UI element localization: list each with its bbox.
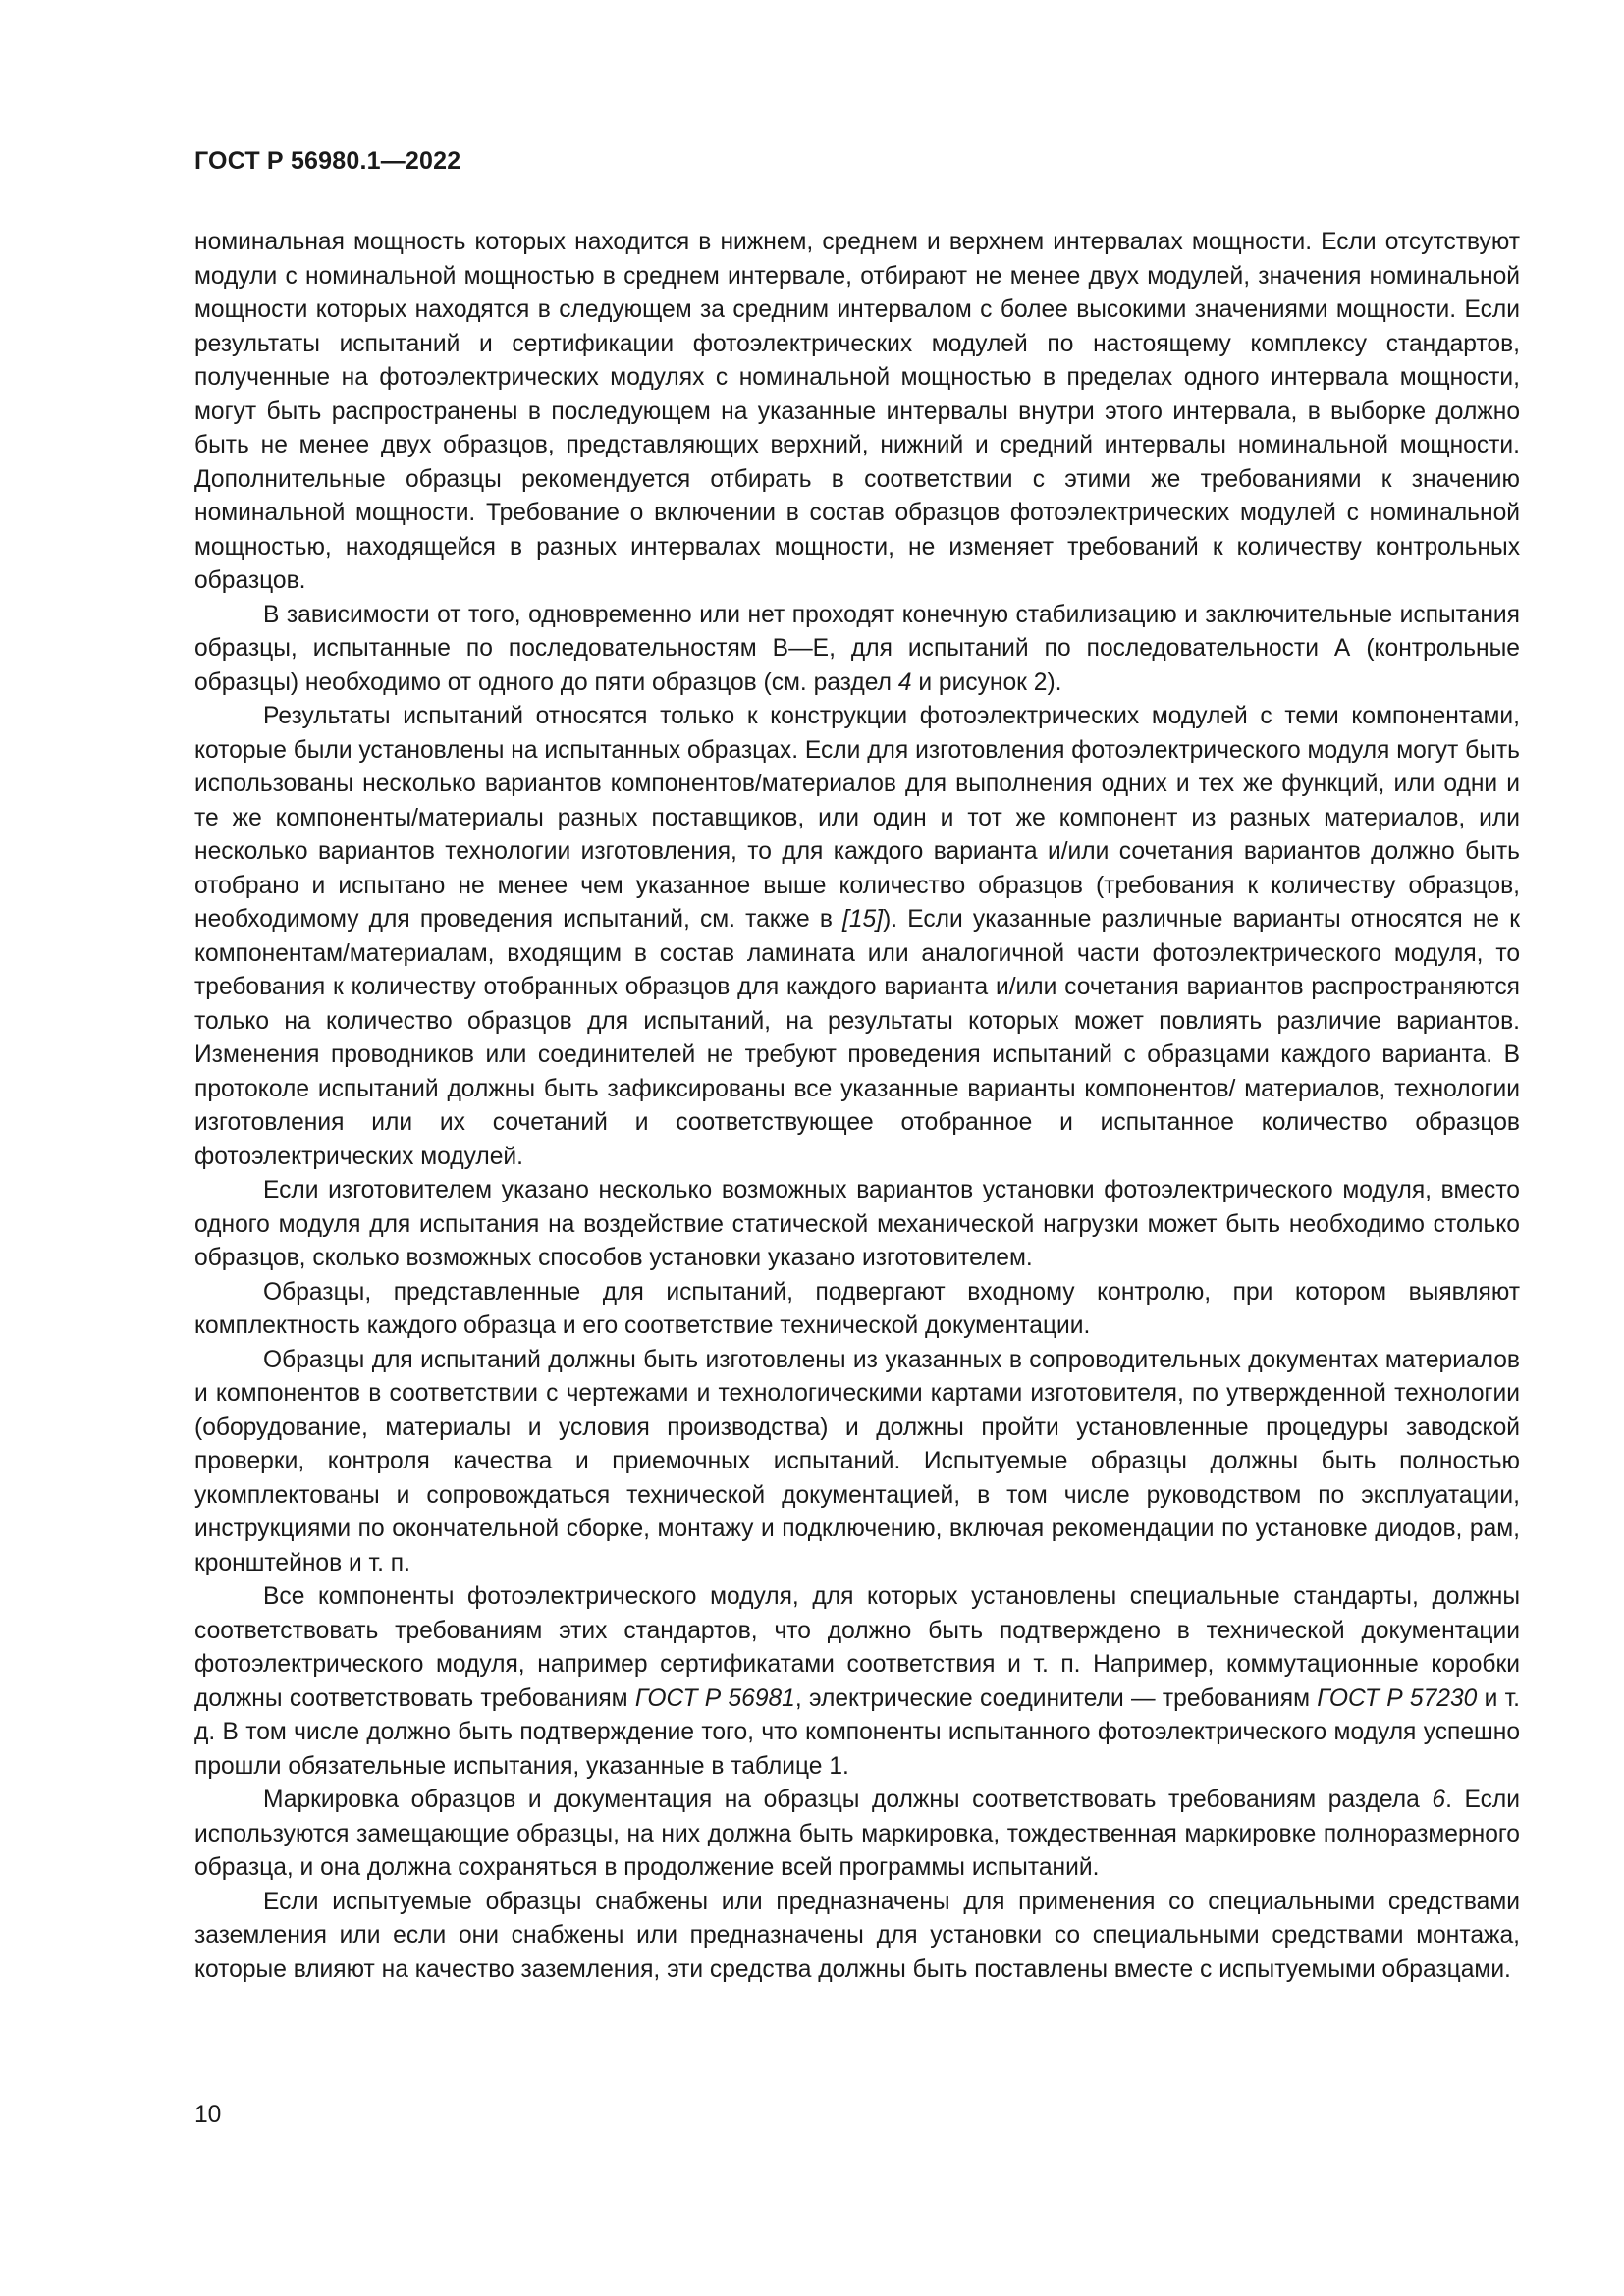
text-run: , электрические соединители — требованиям <box>794 1684 1318 1712</box>
text-run: номинальная мощность которых находится в нижнем, среднем и верхнем интервалах мощности. Если отсутствуют модули с номинальной мощностью в среднем интервале, отбирают не менее двух модулей, значения номинальной мощности которых находятся в следующем за средним интервалом с более высокими значениями мощности. Если результаты испытаний и сертификации фотоэлектрических модулей по настоящему комплексу стандартов, полученные на фотоэлектрических модулях с номинальной мощностью в пределах одного интервала мощности, могут быть распространены в последующем на указанные интервалы внутри этого интервала, в выборке должно быть не менее двух образцов, представляющих верхний, нижний и средний интервалы номинальной мощности. Дополнительные образцы рекомендуется отбирать в соответствии с этими же требованиями к значению номинальной мощности. Требование о включении в состав образцов фотоэлектрических модулей с номинальной мощностью, находящейся в разных интервалах мощности, не изменяет требований к количеству контрольных образцов. <box>194 229 1520 594</box>
text-run: Маркировка образцов и документация на образцы должны соответствовать требованиям раздела <box>263 1787 1433 1813</box>
paragraph-5 <box>194 1276 1520 1344</box>
text-run: Образцы для испытаний должны быть изготовлены из указанных в сопроводительных документах материалов и компонентов в соответствии с чертежами и технологическими картами изготовителя, по утвержденной технологии (оборудование, материалы и условия производства) и должны пройти установленные процедуры заводской проверки, контроля качества и приемочных испытаний. Испытуемые образцы должны быть полностью укомплектованы и сопровождаться технической документацией, в том числе руководством по эксплуатации, инструкциями по окончательной сборке, монтажу и подключению, включая рекомендации по установке диодов, рам, кронштейнов и т. п. <box>194 1346 1520 1576</box>
paragraph-2 <box>194 599 1520 701</box>
page-number: 10 <box>194 2102 222 2128</box>
text-run: Результаты испытаний относятся только к конструкции фотоэлектрических модулей с теми компонентами, которые были установлены на испытанных образцах. Если для изготовления фотоэлектрического модуля могут быть использованы несколько вариантов компонентов/материалов для выполнения одних и тех же функций, или одни и те же компоненты/материалы разных поставщиков, или один и тот же компонент из разных материалов, или несколько вариантов технологии изготовления, то для каждого варианта и/или сочетания вариантов должно быть отобрано и испытано не менее чем указанное выше количество образцов (требования к количеству образцов, необходимому для проведения испытаний, см. также в <box>194 703 1520 933</box>
paragraph-8 <box>194 1784 1520 1886</box>
document-body <box>194 226 1520 1987</box>
text-run: Если испытуемые образцы снабжены или предназначены для применения со специальными средствами заземления или если они снабжены или предназначены для установки со специальными средствами монтажа, которые влияют на качество заземления, эти средства должны быть поставлены вместе с испытуемыми образцами. <box>194 1888 1520 1983</box>
italic-reference: [15] <box>842 906 884 933</box>
text-run: и т. д. В том числе должно быть подтверждение того, что компоненты испытанного фотоэлектрического модуля успешно прошли обязательные испытания, указанные в таблице 1. <box>194 1684 1521 1780</box>
paragraph-4 <box>194 1174 1520 1276</box>
text-run: и рисунок 2). <box>911 668 1062 696</box>
paragraph-6 <box>194 1344 1520 1581</box>
text-run: Все компоненты фотоэлектрического модуля, для которых установлены специальные стандарты, должны соответствовать требованиям этих стандартов, что должно быть подтверждено в технической документации фотоэлектрического модуля, например сертификатами соответствия и т. п. Например, коммутационные коробки должны соответствовать требованиям <box>194 1583 1520 1712</box>
paragraph-9 <box>194 1886 1520 1988</box>
text-run: ). Если указанные различные варианты относятся не к компонентам/материалам, входящим в состав ламината или аналогичной части фотоэлектрического модуля, то требования к количеству отобранных образцов для каждого варианта и/или сочетания вариантов распространяются только на количество образцов для испытаний, на результаты которых может повлиять различие вариантов. Изменения проводников или соединителей не требуют проведения испытаний с образцами каждого варианта. В протоколе испытаний должны быть зафиксированы все указанные варианты компонентов/ материалов, технологии изготовления или их сочетаний и соответствующее отобранное и испытанное количество образцов фотоэлектрических модулей. <box>194 906 1520 1170</box>
paragraph-3 <box>194 700 1520 1174</box>
italic-reference: 6 <box>1432 1787 1446 1813</box>
paragraph-1 <box>194 226 1520 599</box>
italic-reference: ГОСТ Р 57230 <box>1317 1684 1478 1712</box>
text-run: . Если используются замещающие образцы, на них должна быть маркировка, тождественная маркировке полноразмерного образца, и она должна сохраняться в продолжение всей программы испытаний. <box>194 1787 1520 1881</box>
text-run: В зависимости от того, одновременно или нет проходят конечную стабилизацию и заключительные испытания образцы, испытанные по последовательностям В—Е, для испытаний по последовательности А (контрольные образцы) необходимо от одного до пяти образцов (см. раздел <box>194 601 1520 696</box>
text-run: Если изготовителем указано несколько возможных вариантов установки фотоэлектрического модуля, вместо одного модуля для испытания на воздействие статической механической нагрузки может быть необходимо столько образцов, сколько возможных способов установки указано изготовителем. <box>194 1177 1520 1271</box>
italic-reference: 4 <box>897 668 912 696</box>
text-run: Образцы, представленные для испытаний, подвергают входному контролю, при котором выявляют комплектность каждого образца и его соответствие технической документации. <box>194 1278 1520 1339</box>
paragraph-7 <box>194 1580 1520 1784</box>
page-header-standard-code: ГОСТ Р 56980.1—2022 <box>194 147 461 175</box>
italic-reference: ГОСТ Р 56981 <box>634 1684 795 1712</box>
